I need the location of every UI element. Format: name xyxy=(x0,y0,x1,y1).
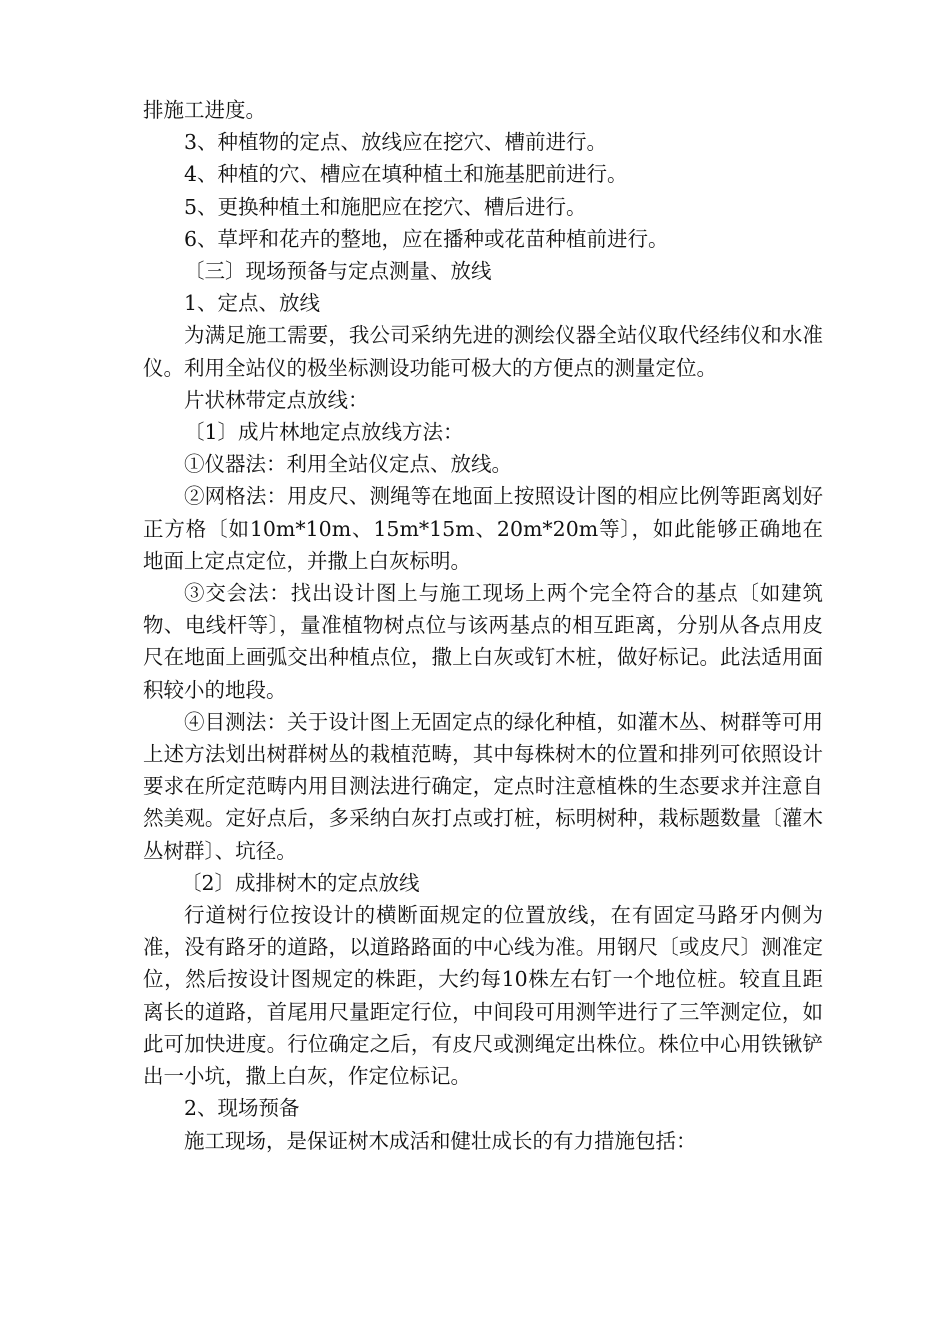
paragraph-forest-belt: 片状林带定点放线： xyxy=(184,387,369,412)
method-grid: ②网格法：用皮尺、测绳等在地面上按照设计图的相应比例等距离划好正方格〔如10m*10m、15m*15m、20m*20m等〕，如此能够正确地在地面上定点定位，并撒上白灰标明。 xyxy=(143,484,823,573)
list-item-4: 4、种植的穴、槽应在填种植土和施基肥前进行。 xyxy=(184,162,628,187)
paragraph-continuation: 排施工进度。 xyxy=(143,98,266,122)
paragraph-street-trees: 行道树行位按设计的横断面规定的位置放线，在有固定马路牙内侧为准，没有路牙的道路，以道路路面的中心线为准。用钢尺〔或皮尺〕测准定位，然后按设计图规定的株距，大约每10株左右钉一个地位桩。较直且距离长的道路，首尾用尺量距定行位，中间段可用测竿进行了三竿测定位，如此可加快进度。行位确定之后，有皮尺或测绳定出株位。株位中心用铁锹铲出一小坑，撒上白灰，作定位标记。 xyxy=(143,903,823,1089)
section-heading-3: 〔三〕现场预备与定点测量、放线 xyxy=(184,259,492,284)
subheading-method-1: 〔1〕成片林地定点放线方法： xyxy=(184,420,464,445)
method-intersection: ③交会法：找出设计图上与施工现场上两个完全符合的基点〔如建筑物、电线杆等〕，量准植物树点位与该两基点的相互距离，分别从各点用皮尺在地面上画弧交出种植点位，撒上白灰或钉木桩，做好标记。此法适用面积较小的地段。 xyxy=(143,581,823,702)
list-item-6: 6、草坪和花卉的整地，应在播种或花苗种植前进行。 xyxy=(184,226,669,251)
document-body xyxy=(143,94,823,1157)
subsection-heading-2: 2、现场预备 xyxy=(184,1096,300,1121)
paragraph-site-prep: 施工现场，是保证树木成活和健壮成长的有力措施包括： xyxy=(184,1128,697,1153)
subsection-heading-1: 1、定点、放线 xyxy=(184,291,321,316)
method-instrument: ①仪器法：利用全站仪定点、放线。 xyxy=(184,452,512,477)
subheading-method-2: 〔2〕成排树木的定点放线 xyxy=(181,870,420,895)
list-item-3: 3、种植物的定点、放线应在挖穴、槽前进行。 xyxy=(184,130,608,155)
list-item-5: 5、更换种植土和施肥应在挖穴、槽后进行。 xyxy=(184,194,587,219)
method-visual: ④目测法：关于设计图上无固定点的绿化种植，如灌木丛、树群等可用上述方法划出树群树丛的栽植范畴，其中每株树木的位置和排列可依照设计要求在所定范畴内用目测法进行确定，定点时注意植株的生态要求并注意自然美观。定好点后，多采纳白灰打点或打桩，标明树种，栽标题数量〔灌木丛树群〕、坑径。 xyxy=(143,709,823,863)
paragraph-survey-intro: 为满足施工需要，我公司采纳先进的测绘仪器全站仪取代经纬仪和水准仪。利用全站仪的极坐标测设功能可极大的方便点的测量定位。 xyxy=(143,323,823,380)
